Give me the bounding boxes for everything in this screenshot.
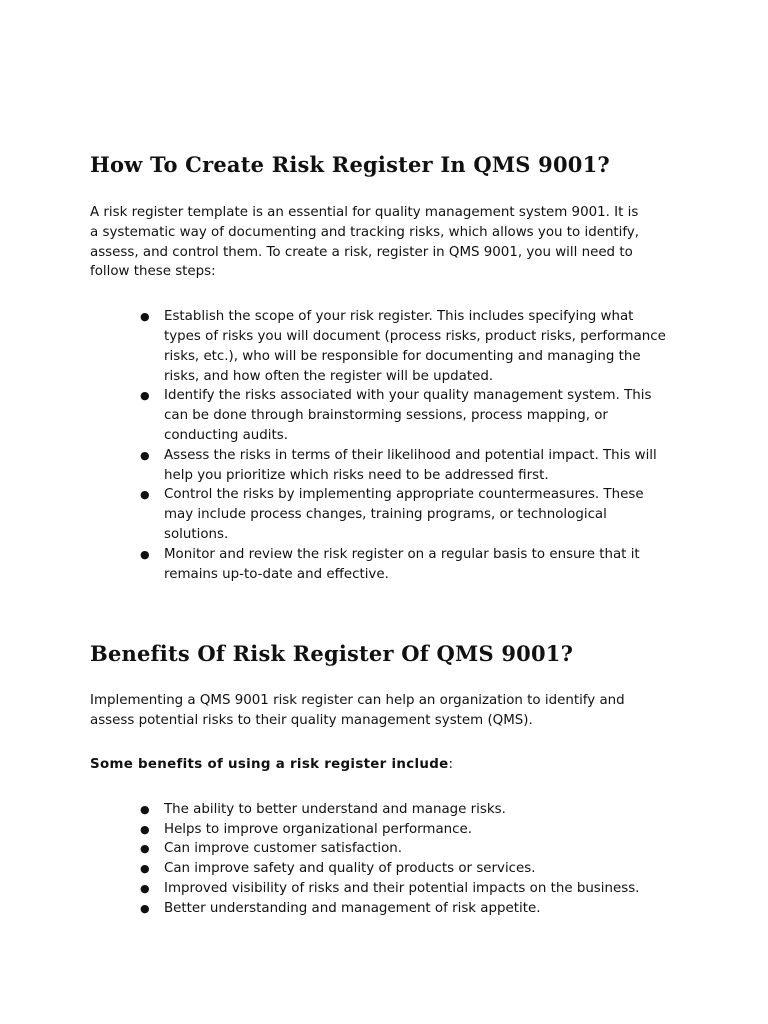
list-item bbox=[140, 800, 704, 820]
steps-list bbox=[90, 307, 674, 584]
list-item-text: Identify the risks associated with your quality management system. This can be done through brainstorming sessions, process mapping, or conducting audits. bbox=[164, 388, 652, 443]
bullet-icon: ● bbox=[140, 310, 150, 324]
bullet-icon: ● bbox=[140, 881, 150, 895]
section-spacer bbox=[90, 584, 690, 641]
bullet-icon: ● bbox=[140, 901, 150, 915]
bullet-icon: ● bbox=[140, 448, 150, 462]
benefits-subheading-text: Some benefits of using a risk register include bbox=[90, 756, 449, 772]
section-heading-benefits: Benefits Of Risk Register Of QMS 9001? bbox=[90, 641, 574, 667]
list-item-text: Establish the scope of your risk register. This includes specifying what types of risks you will document (process risks, product risks, performance risks, etc.), who will be responsible for documenting and managing the risks, and how often the register will be updated. bbox=[164, 309, 666, 384]
list-item-text: Can improve safety and quality of products or services. bbox=[164, 861, 536, 877]
list-item bbox=[140, 386, 674, 445]
list-item-text: The ability to better understand and manage risks. bbox=[164, 801, 506, 817]
list-item bbox=[140, 446, 674, 486]
section-intro-paragraph: A risk register template is an essential for quality management system 9001. It is a systematic way of documenting and tracking risks, which allows you to identify, assess, and control them. To create a risk, register in QMS 9001, you will need to follow these steps: bbox=[90, 205, 640, 280]
bullet-icon: ● bbox=[140, 389, 150, 403]
benefits-subheading-colon: : bbox=[448, 756, 454, 772]
list-item-text: Improved visibility of risks and their potential impacts on the business. bbox=[164, 880, 640, 896]
section-heading-create-risk-register: How To Create Risk Register In QMS 9001? bbox=[90, 152, 610, 177]
list-item bbox=[140, 545, 674, 585]
list-item bbox=[140, 879, 704, 899]
bullet-icon: ● bbox=[140, 842, 150, 856]
bullet-icon: ● bbox=[140, 488, 150, 502]
list-item bbox=[140, 899, 704, 919]
bullet-icon: ● bbox=[140, 802, 150, 816]
benefits-intro-paragraph: Implementing a QMS 9001 risk register can help an organization to identify and assess potential risks to their quality management system (QMS). bbox=[90, 693, 625, 729]
benefits-list bbox=[90, 800, 704, 919]
list-item-text: Assess the risks in terms of their likelihood and potential impact. This will help you prioritize which risks need to be addressed first. bbox=[164, 447, 657, 483]
benefits-subheading bbox=[90, 755, 690, 775]
list-item bbox=[140, 307, 674, 386]
list-item-text: Control the risks by implementing appropriate countermeasures. These may include process changes, training programs, or technological solutions. bbox=[164, 487, 644, 542]
list-item bbox=[140, 859, 704, 879]
list-item bbox=[140, 820, 704, 840]
list-item bbox=[140, 839, 704, 859]
list-item-text: Helps to improve organizational performance. bbox=[164, 821, 473, 837]
bullet-icon: ● bbox=[140, 547, 150, 561]
list-item bbox=[140, 485, 674, 544]
list-item-text: Better understanding and management of risk appetite. bbox=[164, 900, 541, 916]
bullet-icon: ● bbox=[140, 862, 150, 876]
document-page bbox=[90, 0, 690, 919]
list-item-text: Monitor and review the risk register on a regular basis to ensure that it remains up-to-date and effective. bbox=[164, 546, 640, 582]
list-item-text: Can improve customer satisfaction. bbox=[164, 841, 403, 857]
bullet-icon: ● bbox=[140, 822, 150, 836]
